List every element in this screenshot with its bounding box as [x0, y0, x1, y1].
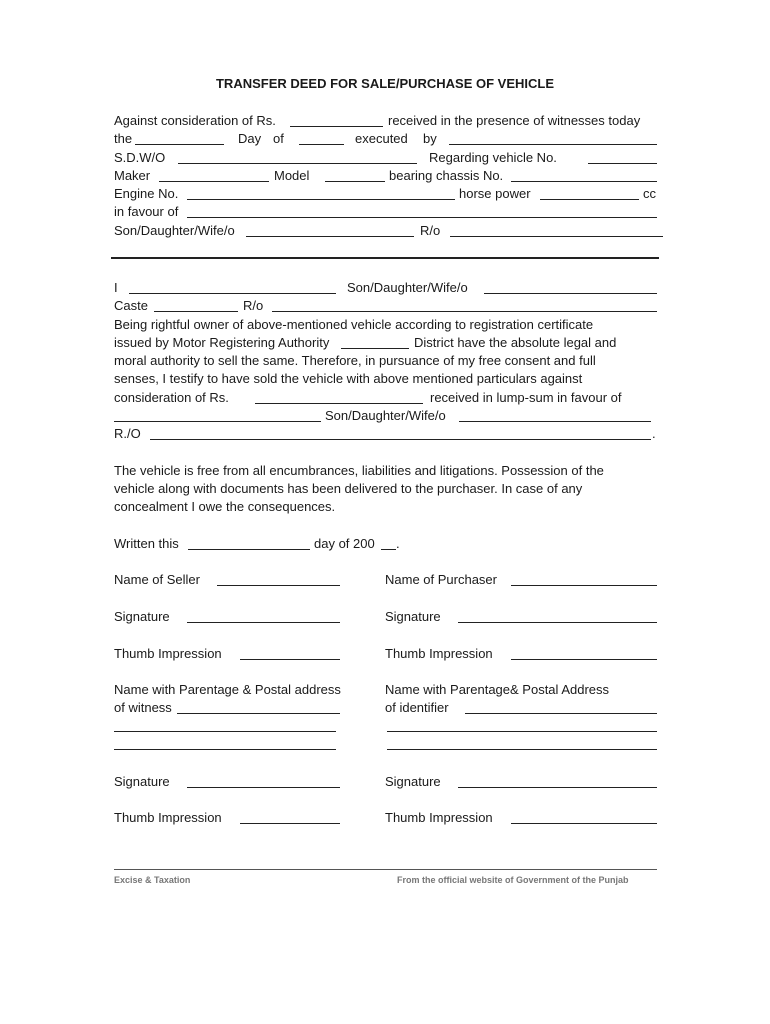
witness-label-line1: Name with Parentage & Postal address — [114, 682, 341, 697]
witness-thumb-label: Thumb Impression — [114, 810, 222, 825]
purchaser-name-label: Name of Purchaser — [385, 572, 497, 587]
cc-label: cc — [643, 186, 656, 201]
sdwo-field[interactable] — [178, 163, 417, 164]
written-this-label: Written this — [114, 536, 179, 551]
witness-label-line2: of witness — [114, 700, 172, 715]
received-presence-label: received in the presence of witnesses today — [388, 113, 641, 128]
written-period: . — [396, 536, 400, 551]
seller-thumb-field[interactable] — [240, 659, 340, 660]
in-favour-label: in favour of — [114, 204, 179, 219]
consideration-amount-field[interactable] — [290, 126, 383, 127]
identifier-signature-field[interactable] — [458, 787, 657, 788]
footer-divider — [114, 869, 657, 870]
seller-name-field[interactable] — [129, 293, 336, 294]
seller-thumb-label: Thumb Impression — [114, 646, 222, 661]
encumbrance-text-line3: concealment I owe the consequences. — [114, 499, 336, 514]
lump-sum-label: received in lump-sum in favour of — [430, 390, 622, 405]
encumbrance-text-line2: vehicle along with documents has been delivered to the purchaser. In case of any — [114, 481, 583, 496]
engine-number-field[interactable] — [187, 199, 455, 200]
ro-label: R/o — [420, 223, 441, 238]
relation-field[interactable] — [246, 236, 414, 237]
witness-signature-label: Signature — [114, 774, 170, 789]
district-text: District have the absolute legal and — [414, 335, 617, 350]
authority-label: issued by Motor Registering Authority — [114, 335, 330, 350]
seller-signature-field[interactable] — [187, 622, 340, 623]
ro-field[interactable] — [450, 236, 663, 237]
moral-authority-text: moral authority to sell the same. Therefore, in pursuance of my free consent and full — [114, 353, 596, 368]
footer-department: Excise & Taxation — [114, 875, 191, 885]
written-year-field[interactable] — [381, 549, 396, 550]
caste-field[interactable] — [154, 311, 238, 312]
footer-source: From the official website of Government of the Punjab — [397, 875, 629, 885]
buyer-relation-field[interactable] — [459, 421, 651, 422]
model-label: Model — [274, 168, 310, 183]
model-field[interactable] — [325, 181, 385, 182]
sdwo-label: S.D.W/O — [114, 150, 166, 165]
identifier-signature-label: Signature — [385, 774, 441, 789]
seller-signature-label: Signature — [114, 609, 170, 624]
identifier-thumb-label: Thumb Impression — [385, 810, 493, 825]
encumbrance-text-line1: The vehicle is free from all encumbrances, liabilities and litigations. Possession of the — [114, 463, 604, 478]
identifier-field-2[interactable] — [387, 731, 657, 732]
identifier-label-line1: Name with Parentage& Postal Address — [385, 682, 610, 697]
consideration-label: consideration of Rs. — [114, 390, 229, 405]
i-label: I — [114, 280, 118, 295]
purchaser-name-field[interactable] — [511, 585, 657, 586]
the-label: the — [114, 131, 133, 146]
against-label: Against consideration of Rs. — [114, 113, 276, 128]
buyer-ro-label: R./O — [114, 426, 141, 441]
chassis-label: bearing chassis No. — [389, 168, 504, 183]
document-title: TRANSFER DEED FOR SALE/PURCHASE OF VEHICLE — [215, 76, 555, 91]
horse-power-label: horse power — [459, 186, 531, 201]
identifier-label-line2: of identifier — [385, 700, 449, 715]
witness-signature-field[interactable] — [187, 787, 340, 788]
buyer-ro-field[interactable] — [150, 439, 651, 440]
buyer-name-field[interactable] — [114, 421, 321, 422]
identifier-thumb-field[interactable] — [511, 823, 657, 824]
buyer-ro-period: . — [652, 426, 656, 441]
seller-name-sign-field[interactable] — [217, 585, 340, 586]
maker-field[interactable] — [159, 181, 269, 182]
engine-label: Engine No. — [114, 186, 179, 201]
month-field[interactable] — [299, 144, 344, 145]
maker-label: Maker — [114, 168, 151, 183]
regarding-vehicle-label: Regarding vehicle No. — [429, 150, 557, 165]
identifier-field-3[interactable] — [387, 749, 657, 750]
vehicle-number-field[interactable] — [588, 163, 657, 164]
purchaser-thumb-field[interactable] — [511, 659, 657, 660]
testify-text: senses, I testify to have sold the vehicle with above mentioned particulars against — [114, 371, 583, 386]
of-label: of — [273, 131, 284, 146]
seller-ro-field[interactable] — [272, 311, 657, 312]
chassis-number-field[interactable] — [511, 181, 657, 182]
identifier-field-1[interactable] — [465, 713, 657, 714]
witness-field-1[interactable] — [177, 713, 340, 714]
seller-ro-label: R/o — [243, 298, 264, 313]
day-label: Day — [238, 131, 262, 146]
horse-power-field[interactable] — [540, 199, 639, 200]
section-divider — [111, 257, 659, 259]
relation-label: Son/Daughter/Wife/o — [114, 223, 235, 238]
day-field[interactable] — [135, 144, 224, 145]
by-label: by — [423, 131, 437, 146]
purchaser-signature-label: Signature — [385, 609, 441, 624]
seller-name-label: Name of Seller — [114, 572, 200, 587]
written-day-field[interactable] — [188, 549, 310, 550]
written-day-of-label: day of 200 — [314, 536, 375, 551]
buyer-relation-label: Son/Daughter/Wife/o — [325, 408, 446, 423]
witness-thumb-field[interactable] — [240, 823, 340, 824]
executed-by-field[interactable] — [449, 144, 657, 145]
authority-field[interactable] — [341, 348, 409, 349]
executed-label: executed — [355, 131, 408, 146]
owner-text-line1: Being rightful owner of above-mentioned vehicle according to registration certificate — [114, 317, 594, 332]
purchaser-thumb-label: Thumb Impression — [385, 646, 493, 661]
sale-amount-field[interactable] — [255, 403, 423, 404]
caste-label: Caste — [114, 298, 148, 313]
witness-field-3[interactable] — [114, 749, 336, 750]
witness-field-2[interactable] — [114, 731, 336, 732]
seller-relation-label: Son/Daughter/Wife/o — [347, 280, 468, 295]
seller-relation-field[interactable] — [484, 293, 657, 294]
in-favour-field[interactable] — [187, 217, 657, 218]
purchaser-signature-field[interactable] — [458, 622, 657, 623]
